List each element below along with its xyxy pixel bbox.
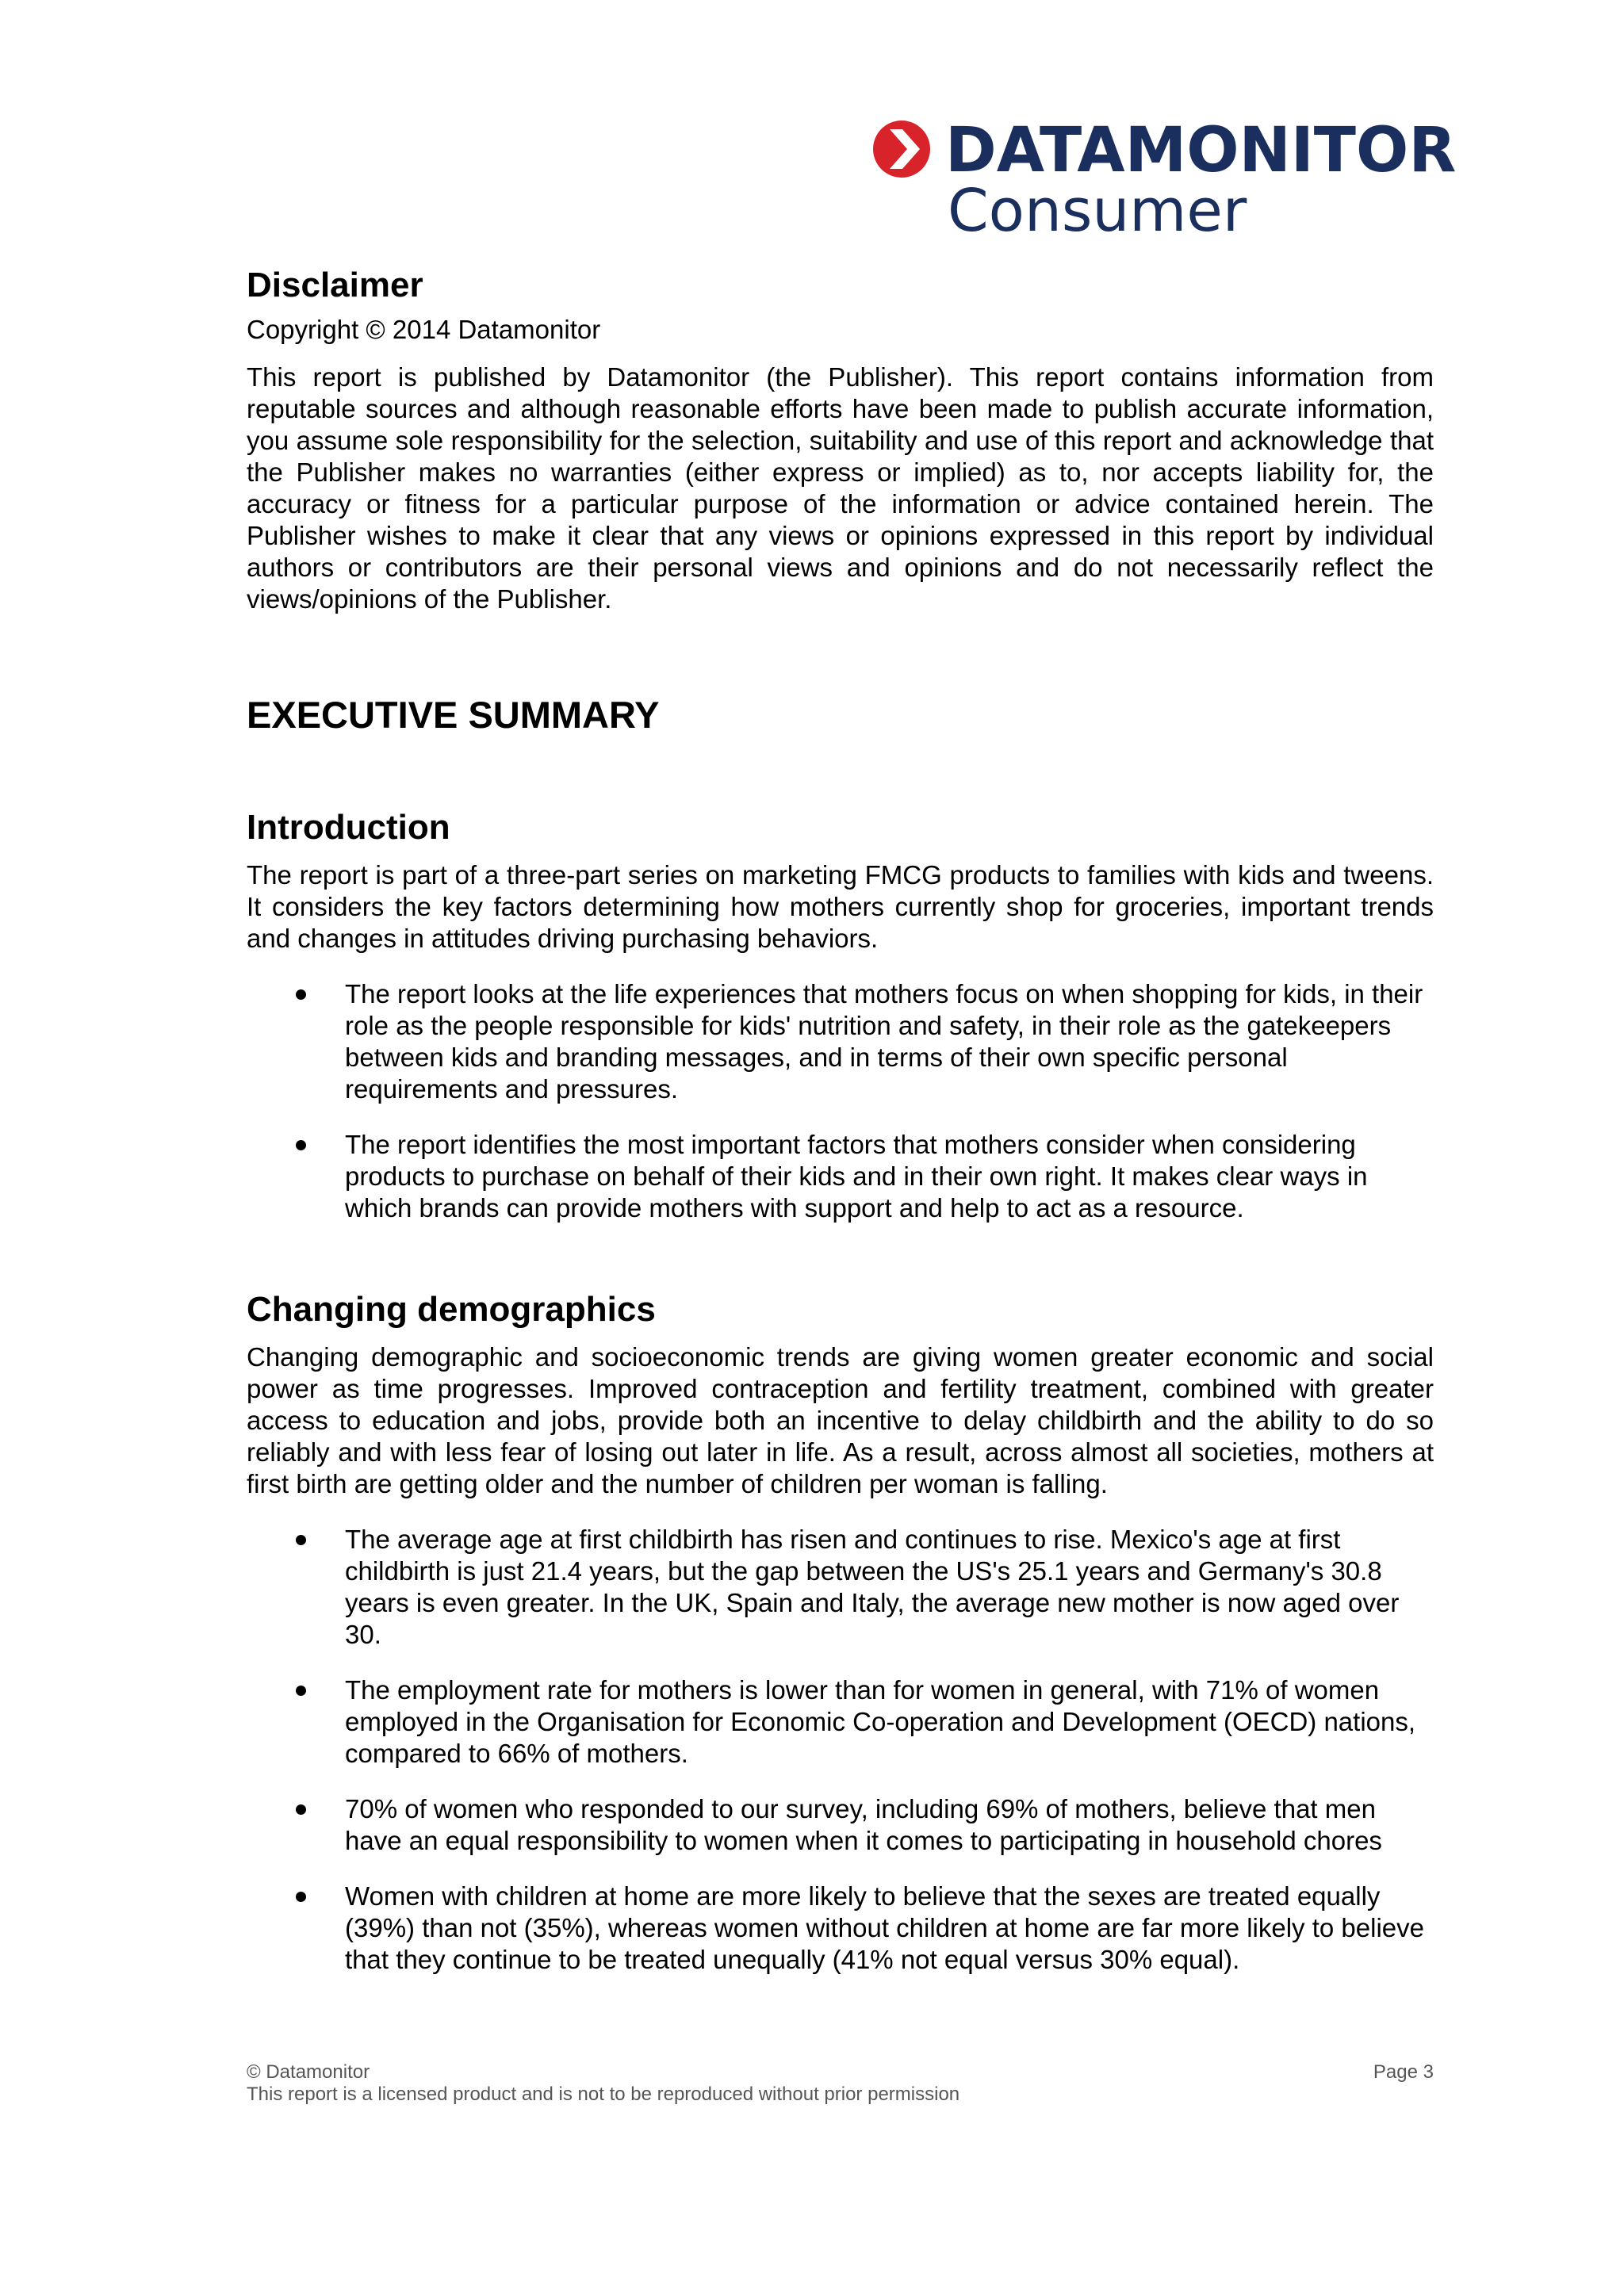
list-item: The employment rate for mothers is lower than for women in general, with 71% of women employed in the Organisation for Economic Co-operation and Development (OECD) nations, compared to 66% of mothers. [247, 1674, 1434, 1770]
demographics-heading: Changing demographics [247, 1290, 656, 1329]
executive-summary-heading: EXECUTIVE SUMMARY [247, 694, 660, 736]
demographics-text: Changing demographic and socioeconomic trends are giving women greater economic and social power as time progresses. Improved contraception and fertility treatment, combined with greater access to education and jobs, provide both an incentive to delay childbirth and the ability to do so reliably and with less fear of losing out later in life. As a result, across almost all societies, mothers at first birth are getting older and the number of children per woman is falling. [247, 1342, 1434, 1498]
bullet-icon [296, 1892, 306, 1902]
disclaimer-heading: Disclaimer [247, 266, 423, 304]
bullet-icon [296, 1804, 306, 1815]
introduction-section [247, 804, 1434, 1224]
page-number: Page 3 [1373, 2061, 1434, 2083]
list-item: 70% of women who responded to our survey, including 69% of mothers, believe that men have an equal responsibility to women when it comes to participating in household chores [247, 1793, 1434, 1857]
introduction-text: The report is part of a three-part series on marketing FMCG products to families with kids and tweens. It considers the key factors determining how mothers currently shop for groceries, important trends and changes in attitudes driving purchasing behaviors. [247, 860, 1434, 953]
list-item: The report identifies the most important factors that mothers consider when considering products to purchase on behalf of their kids and in their own right. It makes clear ways in which brands can provide mothers with support and help to act as a resource. [247, 1129, 1434, 1224]
bullet-icon [296, 1686, 306, 1696]
bullet-icon [296, 1535, 306, 1545]
list-item: Women with children at home are more likely to believe that the sexes are treated equally (39%) than not (35%), whereas women without children at home are far more likely to believe that they continue to be treated unequally (41% not equal versus 30% equal). [247, 1881, 1434, 1976]
disclaimer-section [247, 262, 1434, 615]
introduction-bullets [247, 978, 1434, 1224]
footer-notice: This report is a licensed product and is not to be reproduced without prior permission [247, 2084, 960, 2105]
document-body [247, 262, 1434, 1999]
demographics-section [247, 1286, 1434, 1976]
disclaimer-text: This report is published by Datamonitor (the Publisher). This report contains information from reputable sources and although reasonable efforts have been made to publish accurate information, you assume sole responsibility for the selection, suitability and use of this report and acknowledge that the Publisher makes no warranties (either express or implied) as to, nor accepts liability for, the accuracy or fitness for a particular purpose of the information or advice contained herein. The Publisher wishes to make it clear that any views or opinions expressed in this report by individual authors or contributors are their personal views and opinions and do not necessarily reflect the views/opinions of the Publisher. [247, 362, 1434, 614]
list-item: The average age at first childbirth has risen and continues to rise. Mexico's age at first childbirth is just 21.4 years, but the gap between the US's 25.1 years and Germany's 30.8 years is even greater. In the UK, Spain and Italy, the average new mother is now aged over 30. [247, 1524, 1434, 1651]
page-footer [247, 2061, 1434, 2106]
datamonitor-logo [872, 115, 1457, 245]
logo-wordmark: DATAMONITOR [945, 115, 1457, 186]
datamonitor-chevron-icon [872, 120, 931, 178]
list-item: The report looks at the life experiences that mothers focus on when shopping for kids, in their role as the people responsible for kids' nutrition and safety, in their role as the gatekeepers between kids and branding messages, and in terms of their own specific personal requirements and pressures. [247, 978, 1434, 1105]
bullet-icon [296, 1140, 306, 1150]
footer-owner: © Datamonitor [247, 2061, 370, 2083]
logo-subtitle: Consumer [948, 177, 1247, 245]
introduction-heading: Introduction [247, 808, 450, 847]
copyright-line: Copyright © 2014 Datamonitor [247, 315, 601, 344]
demographics-bullets [247, 1524, 1434, 1976]
bullet-icon [296, 989, 306, 1000]
